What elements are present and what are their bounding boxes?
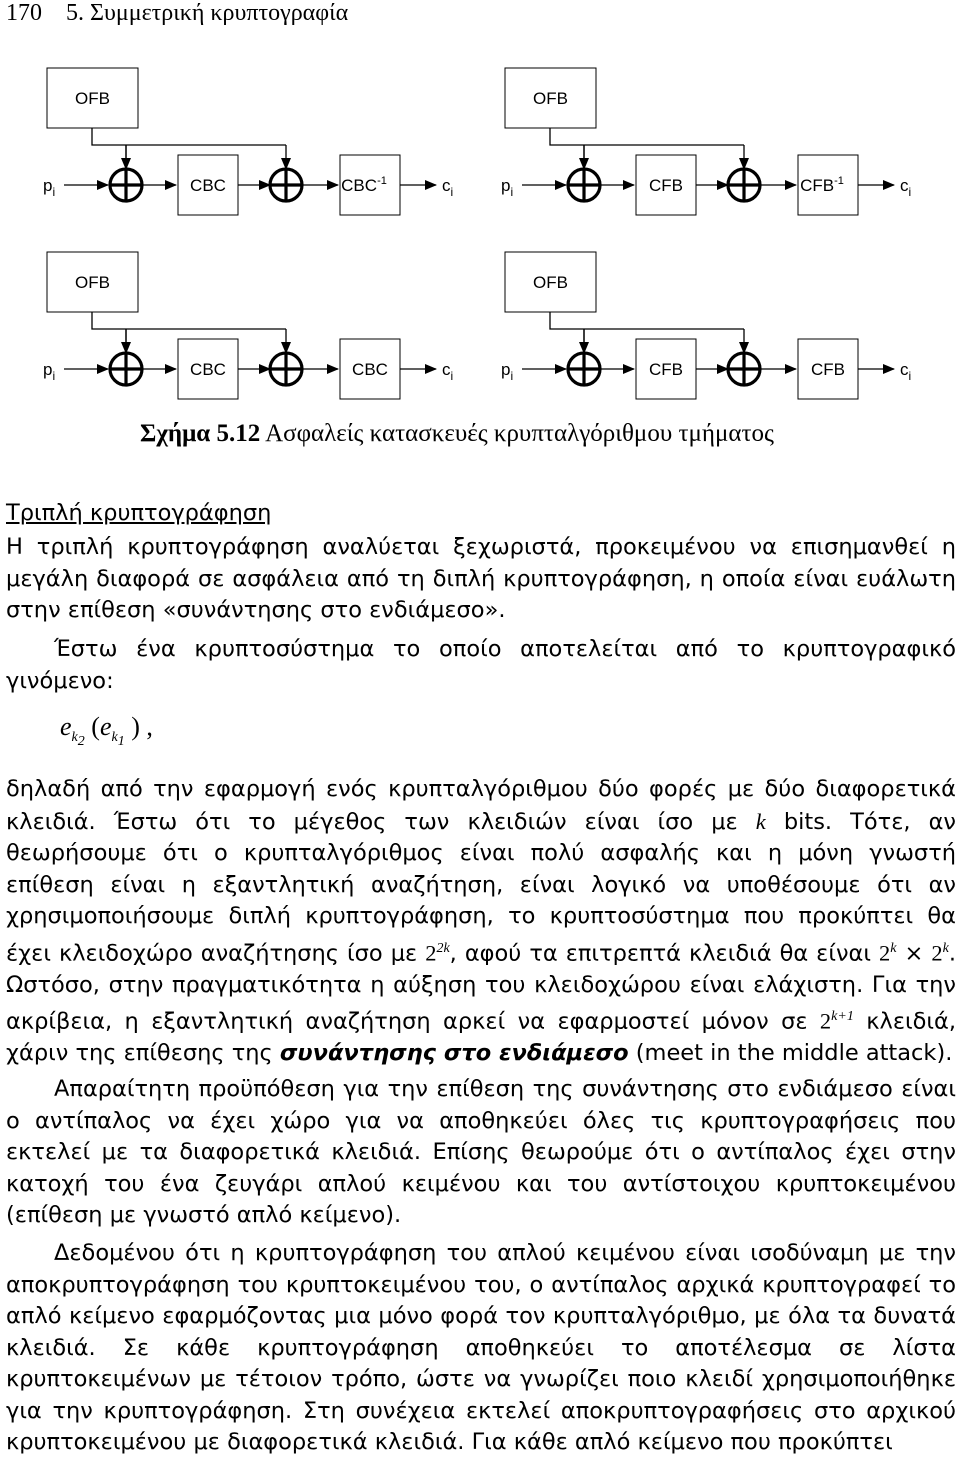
p3-two: 2 — [425, 940, 437, 965]
p3-bold-term: συνάντησης στο ενδιάμεσο — [279, 1040, 629, 1066]
formula-k: k — [71, 730, 78, 746]
figure-label: Σχήμα 5.12 — [140, 420, 261, 447]
chapter-title: 5. Συμμετρική κρυπτογραφία — [66, 0, 349, 26]
p3-exp-2k: 2k — [436, 940, 450, 956]
p3-text-a: δηλαδή από την εφαρμογή ενός κρυπταλγόριθμου δύο φορές με δύο διαφορετικά κλειδιά. Έστω ότι το μέγεθος των κλειδιών είναι ίσο με — [6, 776, 956, 835]
g3-ofb-box-label: OFB — [75, 273, 110, 292]
g1-c-label: $c_i$ — [442, 176, 454, 199]
paragraph-2: Έστω ένα κρυπτοσύστημα το οποίο αποτελείται από το κρυπτογραφικό γινόμενο: — [6, 636, 956, 694]
g3-box-a-label: CBC — [190, 360, 226, 379]
p3-text-e: κλειδιά, χάριν της επίθεσης της — [6, 1008, 956, 1066]
g2-p-label: $p_i$ — [501, 176, 514, 199]
g2-box-a-label: CFB — [649, 176, 683, 195]
figure-caption-text: Ασφαλείς κατασκευές κρυπταλγόριθμου τμήματος — [260, 420, 774, 447]
p3-two-c: 2 — [931, 940, 943, 965]
p3-text-d: . Ωστόσο, στην πραγματικότητα η αύξηση του κλειδοχώρου είναι ελάχιστη. Για την ακρίβεια, η εξαντλητική αναζήτηση αρκεί να εφαρμοστεί μόνον σε — [6, 940, 956, 1035]
paragraph-5: Δεδομένου ότι η κρυπτογράφηση του απλού κειμένου είναι ισοδύναμη με την αποκρυπτογράφηση του κρυπτοκειμένου του, ο αντίπαλος αρχικά κρυπτογραφεί το απλό κείμενο εφαρμόζοντας μια μόνο φορά τον κρυπταλγόριθμο, με όλα τα δυνατά κλειδιά. Σε κάθε κρυπτογράφηση αποθηκεύει το αποτέλεσμα σε λίστα κρυπτοκειμένων με τέτοιον τρόπο, ώστε να γνωρίζει ποιο κλειδί χρησιμοποιήθηκε για την κρυπτογράφηση. Στη συνέχεια εκτελεί αποκρυπτογραφήσεις στο αρχικού κρυπτοκειμένου με διαφορετικά κλειδιά. Για κάθε απλό κείμενο που προκύπτει — [6, 1240, 956, 1455]
formula-close: ) , — [124, 712, 153, 741]
g2-c-label: $c_i$ — [900, 176, 912, 199]
paragraph-4: Απαραίτητη προϋπόθεση για την επίθεση της συνάντησης στο ενδιάμεσο είναι ο αντίπαλος να έχει χώρο για να αποθηκεύει όλες τις κρυπτογραφήσεις που εκτελεί με τα διαφορετικά κλειδιά. Επίσης θεωρούμε ότι ο αντίπαλος έχει στην κατοχή του ένα ζευγάρι απλού κειμένου και του αντίστοιχου κρυπτοκειμένου (επίθεση με γνωστό απλό κείμενο). — [6, 1076, 956, 1228]
section-title: Τριπλή κρυπτογράφηση — [6, 500, 272, 526]
paragraph-3 — [6, 774, 956, 1070]
g4-box-a-label: CFB — [649, 360, 683, 379]
formula — [60, 712, 153, 750]
p3-exp-k: k — [890, 940, 897, 956]
page-header — [6, 0, 348, 27]
page-number: 170 — [6, 0, 42, 26]
g3-ofb-bus — [92, 312, 286, 329]
p3-k: k — [755, 808, 766, 834]
figure-caption — [140, 420, 774, 448]
paragraph-1: Η τριπλή κρυπτογράφηση αναλύεται ξεχωριστά, προκειμένου να επισημανθεί η μεγάλη διαφορά σε ασφάλεια από τη διπλή κρυπτογράφηση, η οποία είναι ευάλωτη στην επίθεση «συνάντησης στο ενδιάμεσο». — [6, 534, 956, 623]
g1-ofb-bus — [92, 128, 286, 145]
formula-sub2: 2 — [77, 733, 85, 749]
g2-box-b-label: $CFB^{-1}$ — [800, 175, 844, 195]
p3-exp-k-b: k — [942, 940, 949, 956]
formula-e: e — [60, 712, 72, 741]
g1-box-a-label: CBC — [190, 176, 226, 195]
g1-box-b-label: $CBC^{-1}$ — [341, 175, 387, 195]
g1-ofb-box-label: OFB — [75, 89, 110, 108]
formula-open: ( — [84, 712, 100, 741]
g4-ofb-box-label: OFB — [533, 273, 568, 292]
p3-text-c: , αφού τα επιτρεπτά κλειδιά θα είναι — [449, 940, 879, 966]
g3-box-b-label: CBC — [352, 360, 388, 379]
formula-e-inner: e — [99, 712, 112, 741]
p3-times: × — [896, 940, 932, 966]
g2-ofb-bus — [550, 128, 744, 145]
g4-ofb-bus — [550, 312, 744, 329]
p3-two-b: 2 — [879, 940, 891, 965]
formula-sub1: 1 — [117, 733, 125, 749]
p3-two-d: 2 — [819, 1008, 832, 1034]
g4-box-b-label: CFB — [811, 360, 845, 379]
p3-text-b: bits. Τότε, αν θεωρήσουμε ότι ο κρυπταλγόριθμος είναι πολύ ασφαλής και η μόνη γνωστή επίθεση είναι η εξαντλητική αναζήτηση, είναι λογικό να υποθέσουμε ότι αν χρησιμοποιήσουμε διπλή κρυπτογράφηση, το κρυπτοσύστημα που προκύπτει θα έχει κλειδοχώρο αναζήτησης ίσο με — [6, 808, 956, 966]
g2-ofb-box-label: OFB — [533, 89, 568, 108]
g3-p-label: $p_i$ — [43, 360, 56, 383]
g3-c-label: $c_i$ — [442, 360, 454, 383]
g4-p-label: $p_i$ — [501, 360, 514, 383]
block-cipher-diagram — [0, 55, 960, 410]
p3-text-f: (meet in the middle attack). — [628, 1040, 953, 1066]
formula-k-inner: k — [111, 730, 118, 746]
g1-p-label: $p_i$ — [43, 176, 56, 199]
g4-c-label: $c_i$ — [900, 360, 912, 383]
p3-exp-k1: k+1 — [831, 1009, 854, 1024]
